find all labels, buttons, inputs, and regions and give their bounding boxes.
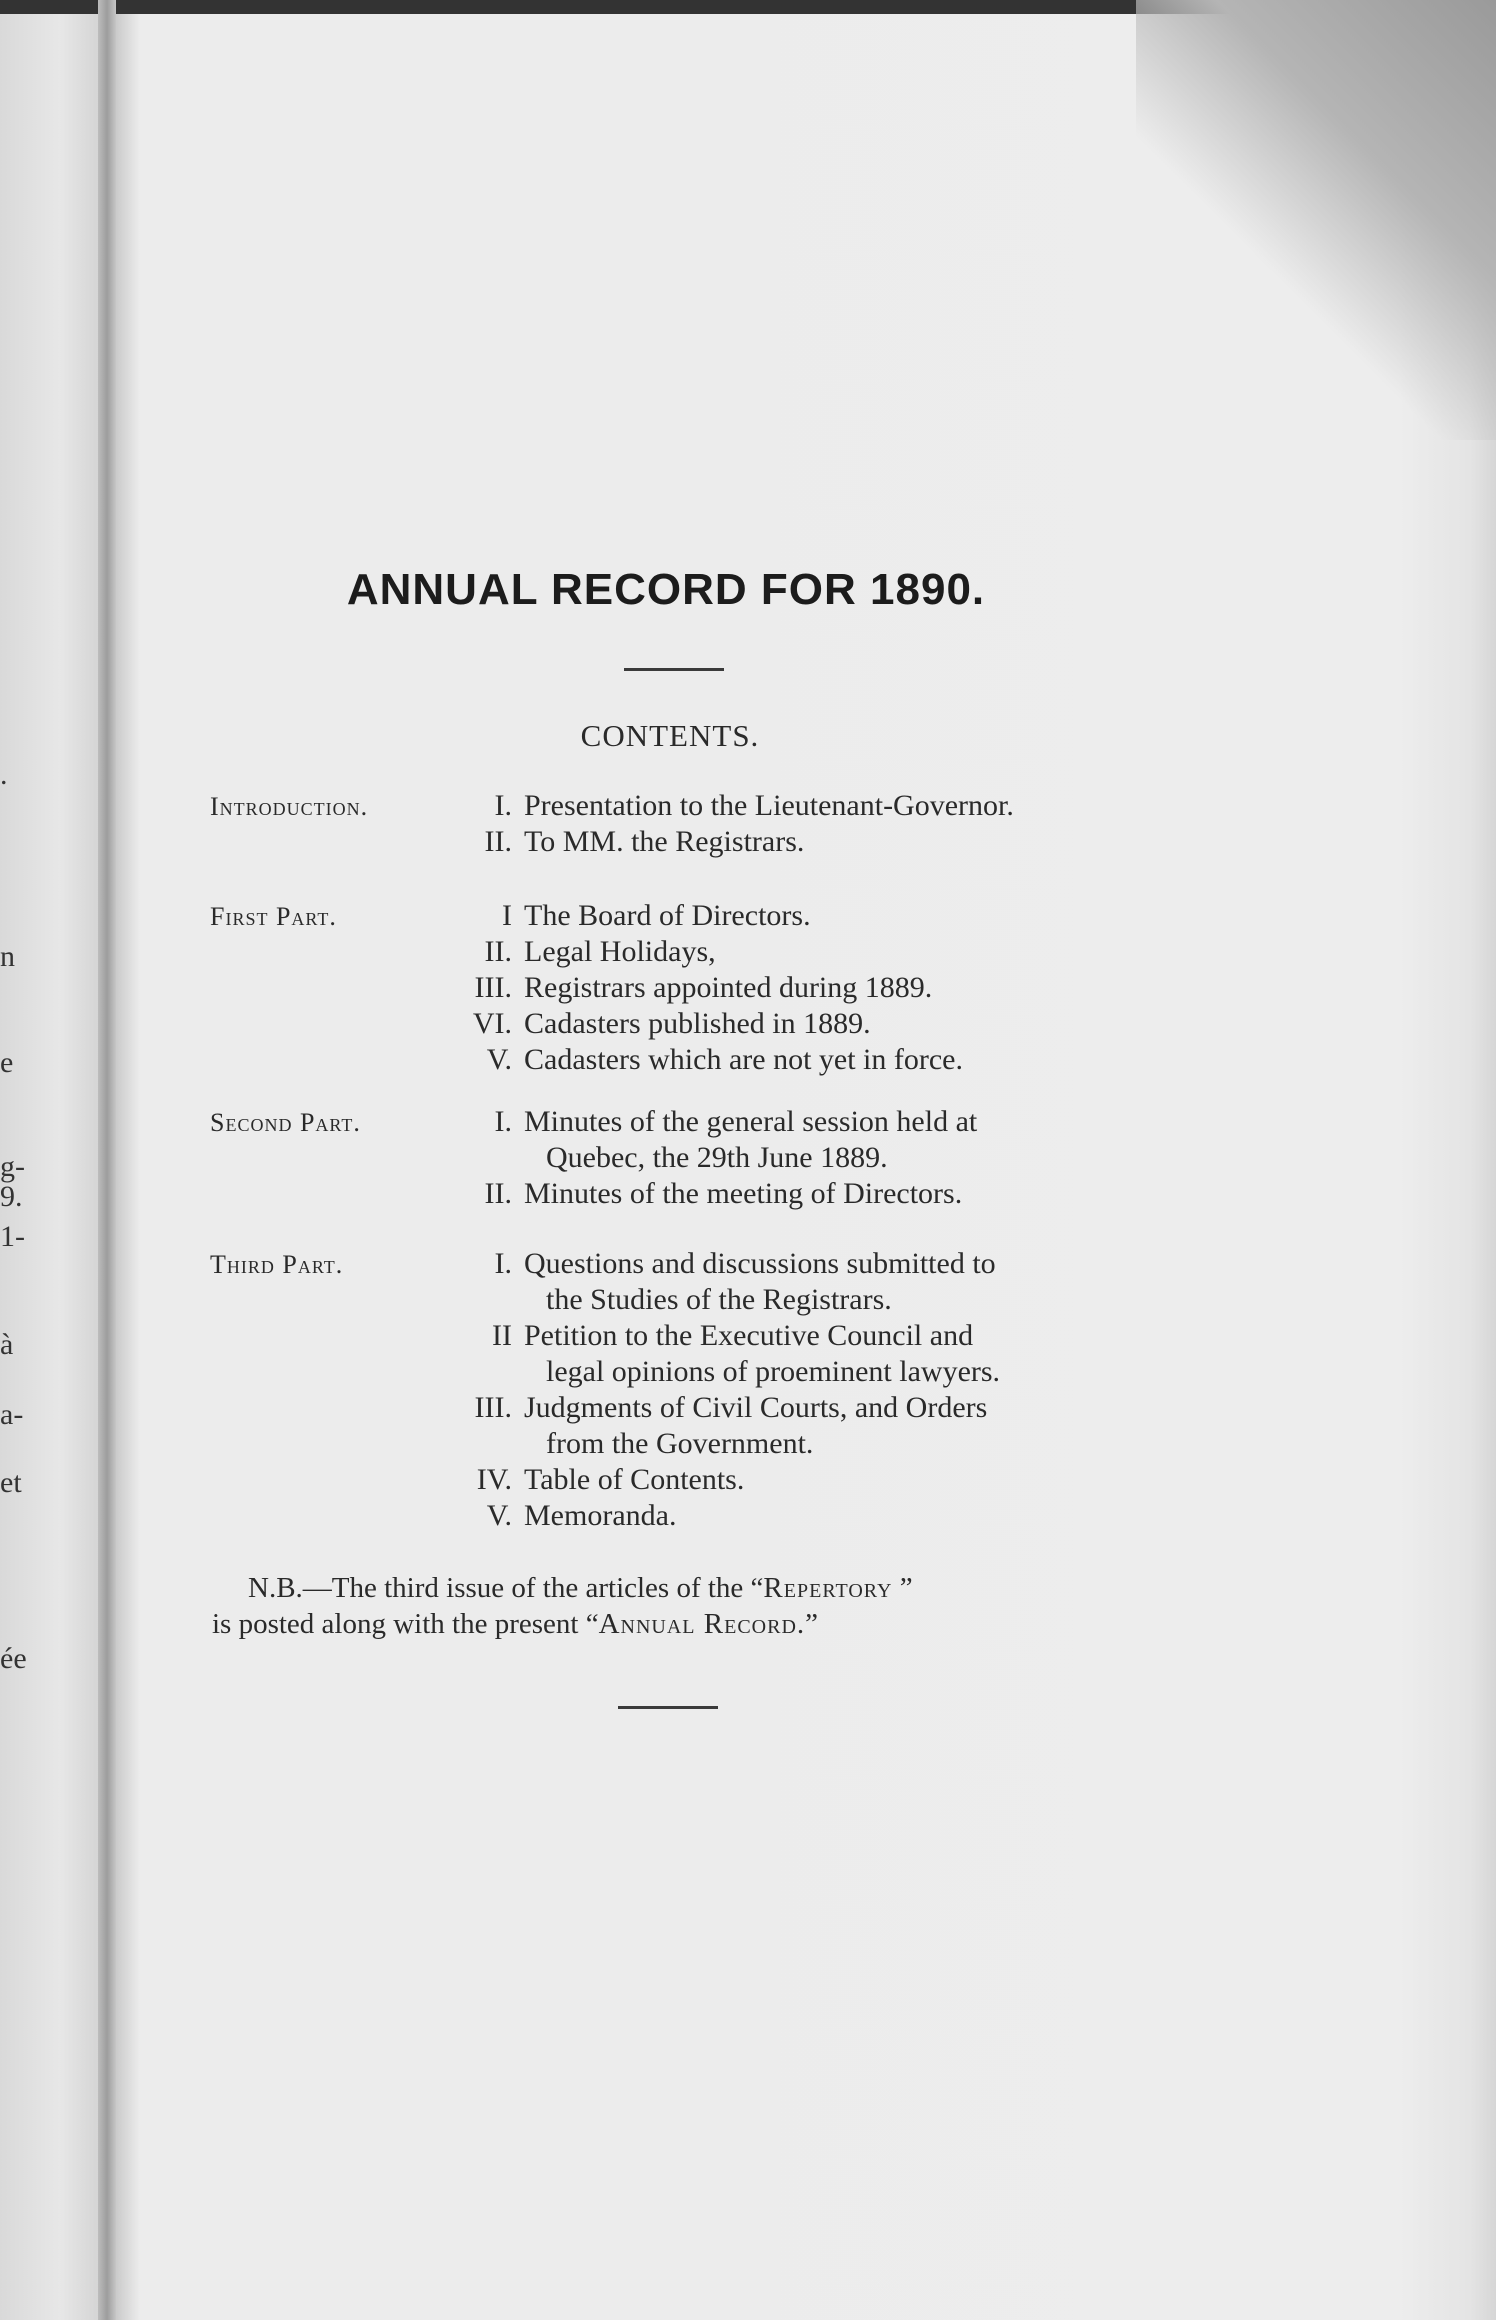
item-numeral: II. <box>484 935 512 968</box>
margin-fragment: n <box>0 940 15 973</box>
item-text: Petition to the Executive Council and <box>524 1319 974 1352</box>
item-text: Cadasters which are not yet in force. <box>524 1043 963 1076</box>
item-text: Quebec, the 29th June 1889. <box>546 1141 888 1174</box>
item-numeral: IV. <box>476 1463 512 1496</box>
item-text: Questions and discussions submitted to <box>524 1247 996 1280</box>
item-numeral: VI. <box>472 1007 512 1040</box>
note-prefix: N.B.—The third issue of the articles of the “ <box>248 1572 764 1604</box>
page-gutter <box>98 0 116 2320</box>
item-text: the Studies of the Registrars. <box>546 1283 892 1316</box>
section-label: Third Part. <box>210 1250 344 1279</box>
nota-bene <box>212 1570 1142 1642</box>
item-numeral: III. <box>474 1391 512 1424</box>
item-text: Cadasters published in 1889. <box>524 1007 871 1040</box>
item-text: from the Government. <box>546 1427 814 1460</box>
note-line-2 <box>212 1606 1142 1642</box>
item-numeral: I <box>502 899 512 932</box>
item-text: Judgments of Civil Courts, and Orders <box>524 1391 988 1424</box>
closing-rule <box>618 1706 718 1709</box>
item-text: Memoranda. <box>524 1499 677 1532</box>
item-text: The Board of Directors. <box>524 899 811 932</box>
item-numeral: I. <box>494 789 512 822</box>
note-line2-a: is posted along with the present “ <box>212 1608 599 1640</box>
item-numeral: II. <box>484 1177 512 1210</box>
margin-fragment: a- <box>0 1398 24 1431</box>
margin-fragment: et <box>0 1466 22 1499</box>
item-text: Legal Holidays, <box>524 935 716 968</box>
item-text: legal opinions of proeminent lawyers. <box>546 1355 1001 1388</box>
note-repertory: Repertory <box>763 1572 893 1604</box>
note-line-1 <box>212 1570 1142 1606</box>
margin-fragment: ée <box>0 1642 27 1675</box>
item-numeral: I. <box>494 1247 512 1280</box>
item-text: Presentation to the Lieutenant-Governor. <box>524 789 1014 822</box>
item-numeral: I. <box>494 1105 512 1138</box>
title-rule <box>624 668 724 671</box>
section-label: Second Part. <box>210 1108 361 1137</box>
item-numeral: V. <box>486 1499 512 1532</box>
item-text: To MM. the Registrars. <box>524 825 805 858</box>
margin-fragment: 9. <box>0 1180 23 1213</box>
section-label: Introduction. <box>210 792 369 821</box>
note-mid: ” <box>892 1572 913 1604</box>
margin-fragment: g- <box>0 1150 25 1183</box>
item-numeral: II. <box>484 825 512 858</box>
item-numeral: III. <box>474 971 512 1004</box>
margin-fragment: e <box>0 1046 14 1079</box>
note-line2-b: ” <box>805 1608 819 1640</box>
contents-heading: CONTENTS. <box>580 718 760 753</box>
note-annual-record: Annual Record. <box>598 1608 806 1640</box>
item-numeral: II <box>492 1319 512 1352</box>
margin-fragment: 1- <box>0 1220 25 1253</box>
adjacent-page-margin <box>0 0 98 2320</box>
item-text: Table of Contents. <box>524 1463 745 1496</box>
page-title: ANNUAL RECORD FOR 1890. <box>346 565 986 614</box>
item-text: Registrars appointed during 1889. <box>524 971 933 1004</box>
item-text: Minutes of the meeting of Directors. <box>524 1177 963 1210</box>
item-numeral: V. <box>486 1043 512 1076</box>
margin-fragment: . <box>0 758 8 791</box>
item-text: Minutes of the general session held at <box>524 1105 978 1138</box>
folded-corner-shadow <box>1136 0 1496 440</box>
section-label: First Part. <box>210 902 337 931</box>
margin-fragment: à <box>0 1328 14 1361</box>
